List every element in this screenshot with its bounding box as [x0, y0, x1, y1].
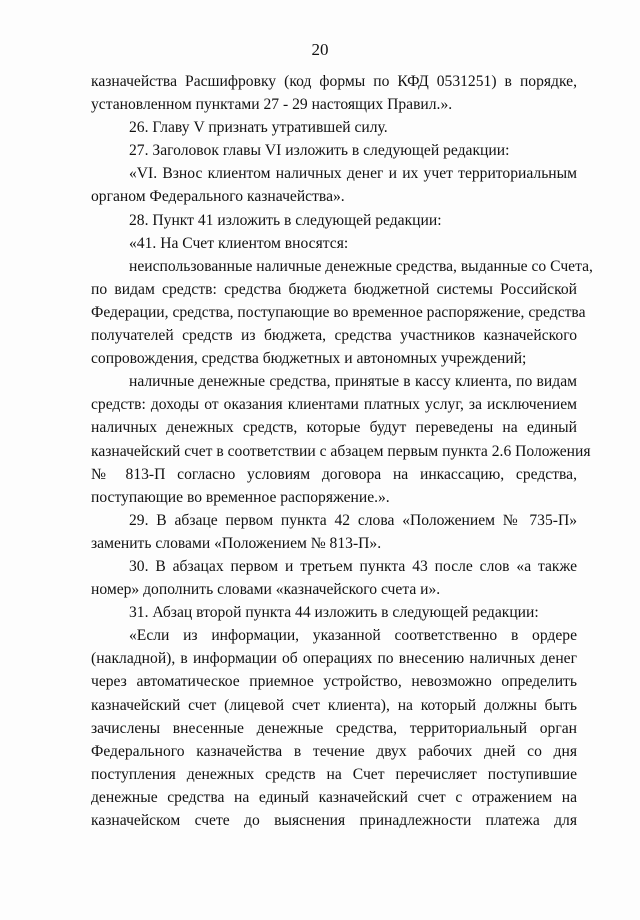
text-line: казначейства Расшифровку (код формы по КФД 0531251) в порядке, — [91, 73, 577, 90]
text-line: Федерального казначейства в течение двух рабочих дней со дня — [91, 742, 577, 760]
text-line: (накладной), в информации об операциях по внесению наличных денег — [91, 650, 577, 668]
text-line: поступающие во временное распоряжение.». — [91, 488, 390, 506]
text-line: сопровождения, средства бюджетных и автономных учреждений; — [91, 350, 527, 368]
text-line: наличных денежных средств, которые будут переведены на единый — [91, 419, 577, 437]
text-line: установленном пунктами 27 - 29 настоящих Правил.». — [91, 96, 453, 114]
document-body — [91, 70, 593, 832]
text-line: наличные денежные средства, принятые в кассу клиента, по видам — [129, 373, 577, 391]
text-line: через автоматическое приемное устройство, невозможно определить — [91, 673, 577, 691]
text-line: 27. Заголовок главы VI изложить в следующей редакции: — [129, 142, 510, 160]
text-line: казначейский счет в соответствии с абзацем первым пункта 2.6 Положения — [91, 442, 591, 460]
text-line: по видам средств: средства бюджета бюджетной системы Российской — [91, 280, 577, 298]
text-line: номер» дополнить словами «казначейского счета и». — [91, 581, 441, 599]
text-line: средств: доходы от оказания клиентами платных услуг, за исключением — [91, 396, 577, 414]
text-line: 28. Пункт 41 изложить в следующей редакции: — [129, 211, 442, 229]
text-line: «VI. Взнос клиентом наличных денег и их учет территориальным — [129, 165, 577, 183]
text-line: неиспользованные наличные денежные средства, выданные со Счета, — [129, 257, 593, 275]
text-line: «41. На Счет клиентом вносятся: — [129, 234, 349, 252]
text-line: зачислены внесенные денежные средства, территориальный орган — [91, 719, 577, 737]
text-line: казначейский счет (лицевой счет клиента), на который должны быть — [91, 696, 577, 714]
page-number: 20 — [311, 40, 329, 59]
text-line: Федерации, средства, поступающие во временное распоряжение, средства — [91, 303, 586, 321]
text-line: получателей средств из бюджета, средства участников казначейского — [91, 327, 577, 345]
text-line: поступления денежных средств на Счет перечисляет поступившие — [91, 765, 577, 783]
text-line: денежные средства на единый казначейский счет с отражением на — [91, 788, 577, 806]
text-line: заменить словами «Положением № 813-П». — [91, 534, 382, 552]
text-line: 30. В абзацах первом и третьем пункта 43 после слов «а также — [129, 557, 577, 575]
text-line: 26. Главу V признать утратившей силу. — [129, 119, 388, 137]
text-line: 29. В абзаце первом пункта 42 слова «Положением № 735-П» — [129, 511, 577, 529]
text-line: органом Федерального казначейства». — [91, 188, 345, 206]
text-line: 31. Абзац второй пункта 44 изложить в следующей редакции: — [129, 604, 539, 622]
text-line: «Если из информации, указанной соответственно в ордере — [129, 627, 577, 645]
text-line: казначейском счете до выяснения принадлежности платежа для — [91, 812, 577, 829]
text-line: № 813-П согласно условиям договора на инкассацию, средства, — [91, 465, 577, 483]
